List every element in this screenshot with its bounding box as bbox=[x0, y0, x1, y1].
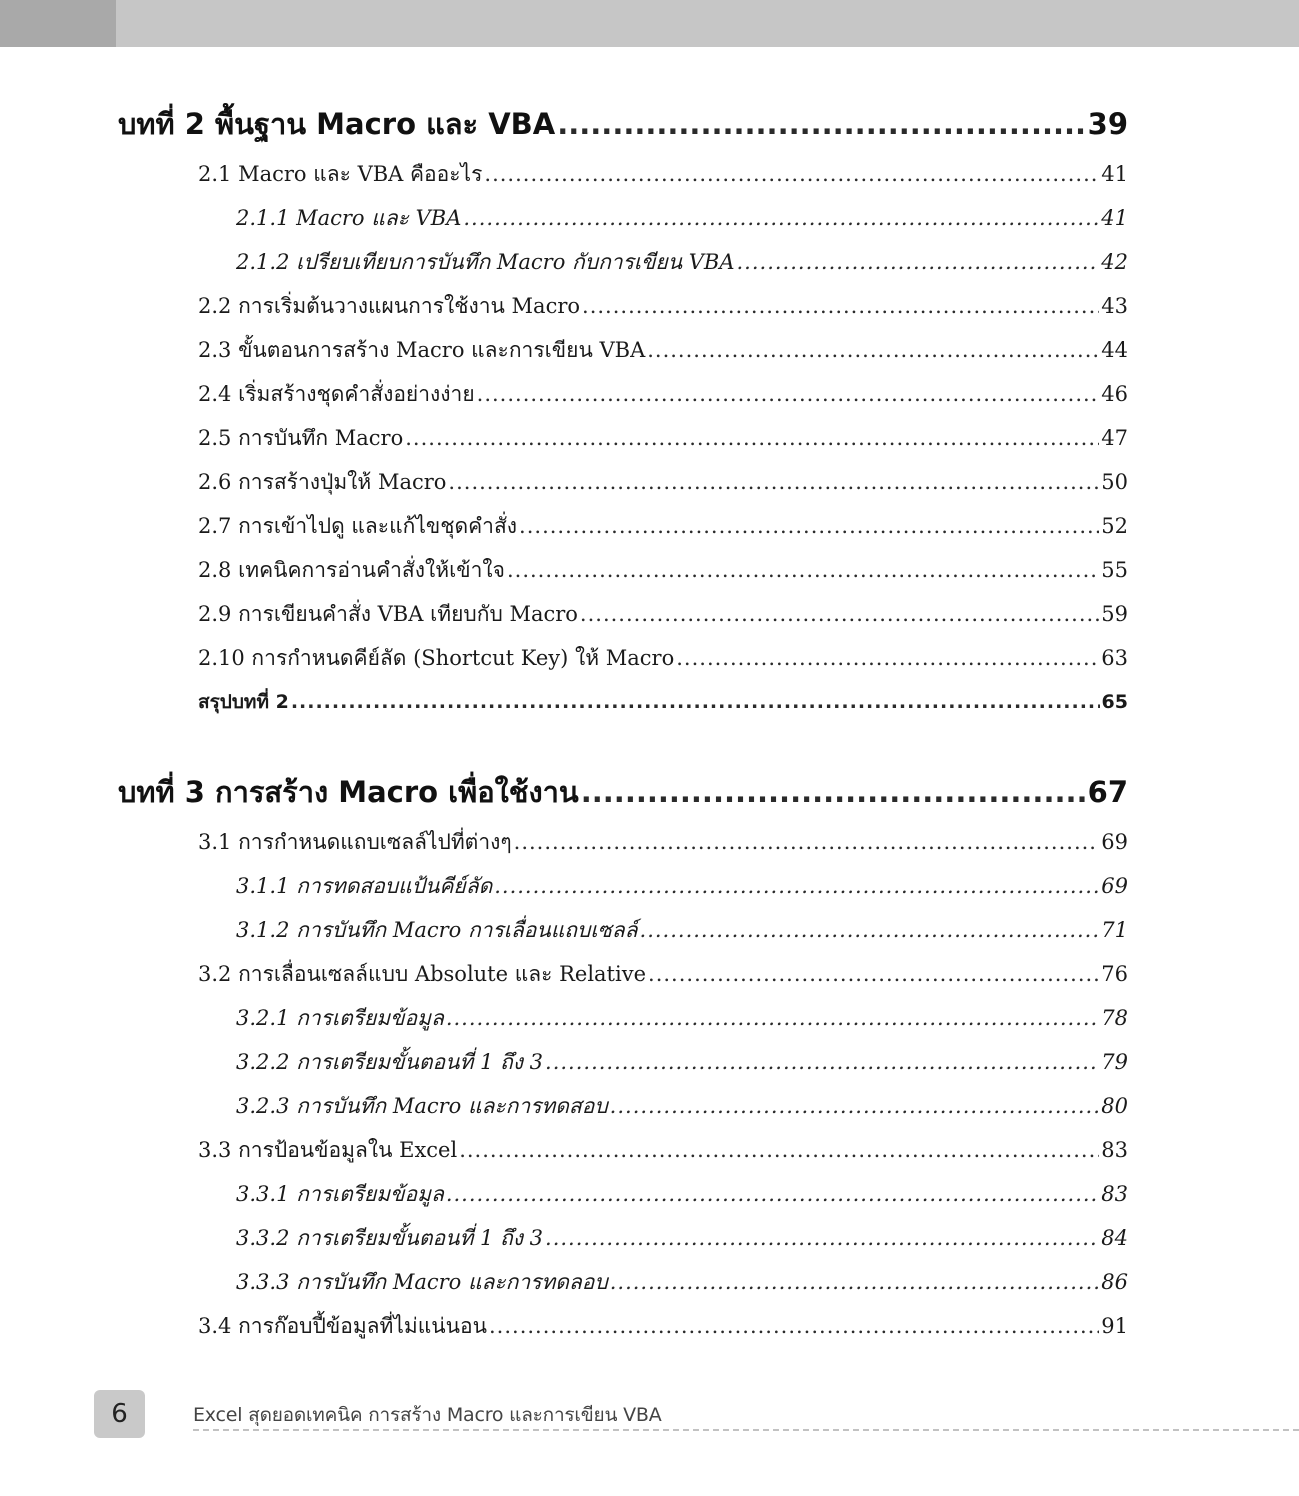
dot-leader bbox=[484, 152, 1099, 196]
entry-title: 2.2 การเริ่มต้นวางแผนการใช้งาน Macro bbox=[198, 294, 581, 318]
dot-leader bbox=[446, 996, 1099, 1040]
chapter-gap bbox=[118, 724, 1128, 764]
entry-page: 69 bbox=[1101, 874, 1128, 898]
entry-title: 2.1.2 เปรียบเทียบการบันทึก Macro กับการเขียน VBA bbox=[236, 250, 735, 274]
section-entry[interactable] bbox=[118, 152, 1128, 196]
dot-leader bbox=[557, 96, 1085, 152]
entry-title: 3.2.1 การเตรียมข้อมูล bbox=[236, 1006, 444, 1030]
entry-page: 83 bbox=[1101, 1138, 1128, 1162]
dot-leader bbox=[580, 592, 1099, 636]
dot-leader bbox=[610, 1084, 1100, 1128]
entry-page: 83 bbox=[1101, 1182, 1128, 1206]
summary-entry[interactable] bbox=[118, 680, 1128, 724]
dot-leader bbox=[610, 1260, 1100, 1304]
dot-leader bbox=[446, 1172, 1099, 1216]
section-entry[interactable] bbox=[118, 460, 1128, 504]
entry-title: 3.1.2 การบันทึก Macro การเลื่อนแถบเซลล์ bbox=[236, 918, 638, 942]
entry-title: 3.3.3 การบันทึก Macro และการทดลอบ bbox=[236, 1270, 608, 1294]
section-entry[interactable] bbox=[118, 636, 1128, 680]
subsection-entry[interactable] bbox=[118, 908, 1128, 952]
entry-title: 3.2 การเลื่อนเซลล์แบบ Absolute และ Relative bbox=[198, 962, 647, 986]
table-of-contents bbox=[118, 96, 1128, 1348]
dot-leader bbox=[463, 196, 1099, 240]
entry-title: 2.7 การเข้าไปดู และแก้ไขชุดคำสั่ง bbox=[198, 514, 518, 538]
section-entry[interactable] bbox=[118, 504, 1128, 548]
entry-title: 2.3 ขั้นตอนการสร้าง Macro และการเขียน VBA bbox=[198, 338, 646, 362]
entry-page: 63 bbox=[1101, 646, 1128, 670]
section-entry[interactable] bbox=[118, 952, 1128, 996]
entry-title: สรุปบทที่ 2 bbox=[198, 691, 289, 713]
section-entry[interactable] bbox=[118, 416, 1128, 460]
subsection-entry[interactable] bbox=[118, 1172, 1128, 1216]
subsection-entry[interactable] bbox=[118, 864, 1128, 908]
entry-title: 3.3 การป้อนข้อมูลใน Excel bbox=[198, 1138, 458, 1162]
entry-page: 41 bbox=[1101, 162, 1128, 186]
chapter-heading[interactable] bbox=[118, 764, 1128, 820]
entry-title: 3.2.3 การบันทึก Macro และการทดสอบ bbox=[236, 1094, 608, 1118]
dot-leader bbox=[647, 328, 1099, 372]
entry-title: 2.1.1 Macro และ VBA bbox=[236, 206, 462, 230]
entry-page: 78 bbox=[1101, 1006, 1128, 1030]
entry-title: 3.1 การกำหนดแถบเซลล์ไปที่ต่างๆ bbox=[198, 830, 512, 854]
dot-leader bbox=[545, 1216, 1099, 1260]
dot-leader bbox=[489, 1304, 1099, 1348]
entry-title: 2.6 การสร้างปุ่มให้ Macro bbox=[198, 470, 447, 494]
top-header-band bbox=[0, 0, 1299, 47]
subsection-entry[interactable] bbox=[118, 1040, 1128, 1084]
entry-page: 41 bbox=[1101, 206, 1128, 230]
chapter-heading[interactable] bbox=[118, 96, 1128, 152]
entry-title: 3.4 การก๊อบปี้ข้อมูลที่ไม่แน่นอน bbox=[198, 1314, 487, 1338]
section-entry[interactable] bbox=[118, 284, 1128, 328]
chapter-title: บทที่ 2 พื้นฐาน Macro และ VBA bbox=[118, 107, 556, 141]
entry-page: 79 bbox=[1101, 1050, 1128, 1074]
dot-leader bbox=[640, 908, 1100, 952]
subsection-entry[interactable] bbox=[118, 1260, 1128, 1304]
entry-title: 2.1 Macro และ VBA คืออะไร bbox=[198, 162, 483, 186]
top-header-tab bbox=[0, 0, 116, 47]
section-entry[interactable] bbox=[118, 372, 1128, 416]
section-entry[interactable] bbox=[118, 820, 1128, 864]
section-entry[interactable] bbox=[118, 548, 1128, 592]
page-number: 6 bbox=[94, 1390, 145, 1438]
entry-page: 47 bbox=[1101, 426, 1128, 450]
entry-title: 3.2.2 การเตรียมขั้นตอนที่ 1 ถึง 3 bbox=[236, 1050, 544, 1074]
entry-title: 2.8 เทคนิคการอ่านคำสั่งให้เข้าใจ bbox=[198, 558, 505, 582]
section-entry[interactable] bbox=[118, 1128, 1128, 1172]
dot-leader bbox=[514, 820, 1100, 864]
footer-dashed-rule bbox=[193, 1429, 1299, 1431]
dot-leader bbox=[494, 864, 1099, 908]
dot-leader bbox=[459, 1128, 1099, 1172]
entry-page: 71 bbox=[1101, 918, 1128, 942]
chapter-title: บทที่ 3 การสร้าง Macro เพื่อใช้งาน bbox=[118, 775, 579, 809]
dot-leader bbox=[582, 284, 1099, 328]
entry-title: 2.9 การเขียนคำสั่ง VBA เทียบกับ Macro bbox=[198, 602, 578, 626]
entry-page: 84 bbox=[1101, 1226, 1128, 1250]
section-entry[interactable] bbox=[118, 328, 1128, 372]
entry-page: 65 bbox=[1101, 691, 1128, 713]
dot-leader bbox=[477, 372, 1100, 416]
dot-leader bbox=[291, 680, 1100, 724]
entry-page: 46 bbox=[1101, 382, 1128, 406]
entry-page: 86 bbox=[1101, 1270, 1128, 1294]
chapter-page: 67 bbox=[1087, 775, 1128, 809]
entry-page: 42 bbox=[1101, 250, 1128, 274]
section-entry[interactable] bbox=[118, 592, 1128, 636]
entry-page: 59 bbox=[1101, 602, 1128, 626]
dot-leader bbox=[737, 240, 1100, 284]
dot-leader bbox=[676, 636, 1099, 680]
entry-page: 76 bbox=[1101, 962, 1128, 986]
entry-title: 2.10 การกำหนดคีย์ลัด (Shortcut Key) ให้ Macro bbox=[198, 646, 675, 670]
entry-page: 43 bbox=[1101, 294, 1128, 318]
entry-title: 3.1.1 การทดสอบแป้นคีย์ลัด bbox=[236, 874, 493, 898]
chapter-page: 39 bbox=[1087, 107, 1128, 141]
entry-page: 52 bbox=[1101, 514, 1128, 538]
entry-title: 2.5 การบันทึก Macro bbox=[198, 426, 404, 450]
subsection-entry[interactable] bbox=[118, 240, 1128, 284]
footer-book-title: Excel สุดยอดเทคนิค การสร้าง Macro และการเขียน VBA bbox=[193, 1404, 662, 1426]
entry-page: 80 bbox=[1101, 1094, 1128, 1118]
subsection-entry[interactable] bbox=[118, 996, 1128, 1040]
entry-title: 2.4 เริ่มสร้างชุดคำสั่งอย่างง่าย bbox=[198, 382, 475, 406]
entry-title: 3.3.1 การเตรียมข้อมูล bbox=[236, 1182, 444, 1206]
entry-page: 55 bbox=[1101, 558, 1128, 582]
subsection-entry[interactable] bbox=[118, 1216, 1128, 1260]
entry-page: 44 bbox=[1101, 338, 1128, 362]
dot-leader bbox=[507, 548, 1099, 592]
section-entry[interactable] bbox=[118, 1304, 1128, 1348]
entry-page: 50 bbox=[1101, 470, 1128, 494]
dot-leader bbox=[405, 416, 1099, 460]
dot-leader bbox=[581, 764, 1086, 820]
dot-leader bbox=[545, 1040, 1099, 1084]
subsection-entry[interactable] bbox=[118, 196, 1128, 240]
entry-page: 69 bbox=[1101, 830, 1128, 854]
entry-title: 3.3.2 การเตรียมขั้นตอนที่ 1 ถึง 3 bbox=[236, 1226, 544, 1250]
subsection-entry[interactable] bbox=[118, 1084, 1128, 1128]
entry-page: 91 bbox=[1101, 1314, 1128, 1338]
dot-leader bbox=[648, 952, 1099, 996]
dot-leader bbox=[519, 504, 1099, 548]
dot-leader bbox=[448, 460, 1099, 504]
